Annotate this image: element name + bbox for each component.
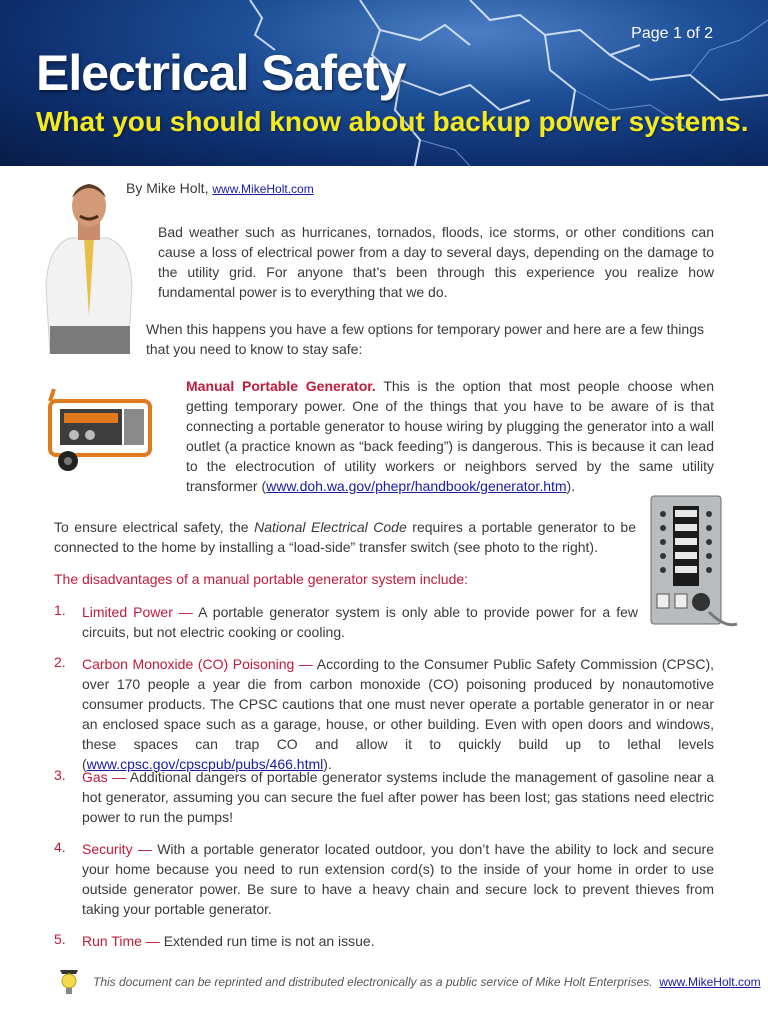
footer-note (93, 975, 761, 989)
list-item-label: Security — (82, 841, 152, 857)
page-subtitle: What you should know about backup power systems. (36, 106, 749, 137)
list-number: 2. (54, 654, 66, 670)
cpsc-link[interactable]: www.cpsc.gov/cpscpub/pubs/466.html (86, 756, 324, 772)
doh-link[interactable]: www.doh.wa.gov/phepr/handbook/generator.htm (266, 478, 567, 494)
list-item (82, 602, 638, 642)
list-item-text: According to the Consumer Public Safety Commission (CPSC), over 170 people a year die from carbon monoxide (CO) poisoning produced by nonautomotive consumer products. The CPSC cautions that one must never operate a portable generator in or near an enclosed space such as a garage, house, or other building. Even with open doors and windows, these spaces can trap CO and allow it to quickly build up to lethal levels ( (82, 656, 714, 772)
manual-generator-heading: Manual Portable Generator. (186, 378, 376, 394)
author-website-link[interactable]: www.MikeHolt.com (212, 182, 314, 196)
options-paragraph: When this happens you have a few options for temporary power and here are a few things that you need to know to stay safe: (146, 321, 704, 357)
header-banner (0, 0, 768, 166)
footer-text: This document can be reprinted and distributed electronically as a public service of Mike Holt Enterprises. (93, 975, 653, 989)
list-item-text: A portable generator system is only able to provide power for a few circuits, but not electric cooking or cooling. (82, 604, 638, 640)
list-number: 4. (54, 839, 66, 855)
page-title: Electrical Safety (36, 45, 406, 101)
nec-paragraph: To ensure electrical safety, the National Electrical Code requires a portable generator to be connected to the home by installing a “load-side” transfer switch (see photo to the right). (54, 519, 637, 555)
list-item (82, 839, 714, 919)
list-number: 1. (54, 602, 66, 618)
manual-generator-text: This is the option that most people choose when getting temporary power. One of the things that you have to be aware of is that connecting a portable generator to house wiring by plugging the generator into a wall outlet (a practice known as “back feeding”) is dangerous. This is because it can lead to the electrocution of utility workers or neighbors served by the same utility transformer ( (186, 378, 714, 494)
page-number: Page 1 of 2 (631, 25, 713, 42)
list-item-label: Carbon Monoxide (CO) Poisoning — (82, 656, 313, 672)
list-item-label: Run Time — (82, 933, 160, 949)
byline-text: By Mike Holt, (126, 180, 213, 196)
transfer-switch-photo (645, 492, 741, 634)
author-portrait (40, 176, 138, 354)
lightbulb-logo-icon (58, 966, 80, 996)
intro-paragraph: Bad weather such as hurricanes, tornados, floods, ice storms, or other conditions can cause a loss of electrical power from a day to several days, depending on the damage to the utility grid. For anyone that’s been through this experience you realize how fundamental power is to everything that we do. (158, 224, 714, 300)
list-item-label: Limited Power — (82, 604, 193, 620)
list-item-label: Gas — (82, 769, 127, 785)
footer-link[interactable]: www.MikeHolt.com (659, 975, 761, 989)
byline (126, 180, 314, 196)
list-item-text: With a portable generator located outdoor, you don’t have the ability to lock and secure your home because you need to run extension cord(s) to the inside of your home in order to use outside generator power. Be sure to have a heavy chain and secure lock to prevent thieves from taking your portable generator. (82, 841, 714, 917)
list-item (82, 931, 714, 951)
list-item (82, 767, 714, 827)
list-item: Carbon Monoxide (CO) Poisoning — According to the Consumer Public Safety Commission (CPSC), over 170 people a year die from carbon monoxide (CO) poisoning produced by nonautomotive consumer products. The CPSC cautions that one must never operate a portable generator in or near an enclosed space such as a garage, house, or other building. Even with open doors and windows, these spaces can trap CO and allow it to quickly build up to lethal levels (www.cpsc.gov/cpscpub/pubs/466.html). (82, 656, 714, 772)
disadvantages-heading: The disadvantages of a manual portable generator system include: (54, 571, 469, 587)
list-item-text: Extended run time is not an issue. (159, 933, 375, 949)
list-item-text: Additional dangers of portable generator systems include the management of gasoline near a hot generator, assuming you can secure the fuel after power has been lost; gas stations need electric power to run the pumps! (82, 769, 714, 825)
list-number: 3. (54, 767, 66, 783)
manual-generator-section: Manual Portable Generator. This is the option that most people choose when getting temporary power. One of the things that you have to be aware of is that connecting a portable generator to house wiring by plugging the generator into a wall outlet (a practice known as “back feeding”) is dangerous. This is because it can lead to the electrocution of utility workers or neighbors served by the same utility transformer (www.doh.wa.gov/phepr/handbook/generator.htm). (186, 378, 714, 494)
list-number: 5. (54, 931, 66, 947)
